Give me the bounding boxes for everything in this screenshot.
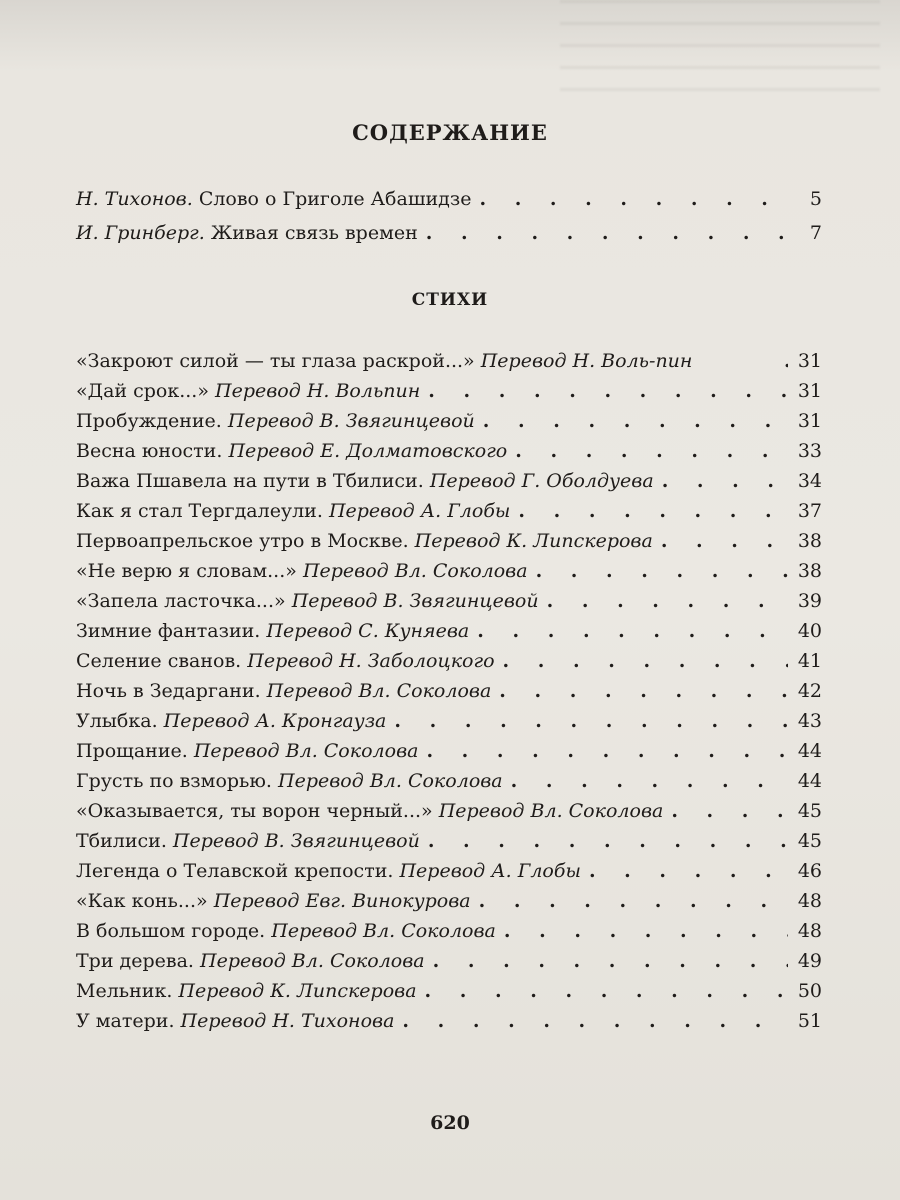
section-heading: СТИХИ [411,290,489,310]
page-number: 31 [797,410,822,432]
entry-title: Три дерева. [76,950,194,972]
page-number: 50 [797,980,822,1002]
leader-dots [428,376,788,406]
leader-dots [662,466,788,496]
entry-translator: Перевод Вл. Соколова [193,740,419,762]
entry-translator: Перевод К. Липскерова [178,980,417,1002]
entry-translator: Перевод Н. Заболоцкого [247,650,495,672]
page-number: 39 [797,590,822,612]
page-number: 43 [797,710,822,732]
entry-translator: Перевод Н. Вольпин [215,380,421,402]
show-through-text [560,0,880,110]
toc-entry [76,376,822,406]
toc-entry [76,946,822,976]
page-number: 31 [797,350,822,372]
leader-dots [536,556,788,586]
entry-title: «Дай срок...» [76,380,209,402]
leader-dots [479,886,788,916]
entry-title: Важа Пшавела на пути в Тбилиси. [76,470,424,492]
entry-translator: Перевод Н. Воль-пин [480,350,693,372]
entry-title: В большом городе. [76,920,266,942]
page-number: 7 [809,222,822,244]
entry-translator: Перевод Евг. Винокурова [213,890,471,912]
entry-title: «Не верю я словам...» [76,560,297,582]
entry-title: Ночь в Зедаргани. [76,680,261,702]
toc-entry [76,586,822,616]
entry-translator: Перевод А. Глобы [399,860,581,882]
entry-title: Селение сванов. [76,650,242,672]
toc-entry [76,916,822,946]
page-number: 31 [797,380,822,402]
toc-entry [76,736,822,766]
entry-translator: Перевод Вл. Соколова [302,560,528,582]
toc-entry [76,346,822,376]
page-number: 38 [797,560,822,582]
entry-translator: Перевод А. Глобы [328,500,511,522]
entry-translator: Перевод В. Звягинцевой [227,410,475,432]
entry-title: Тбилиси. [76,830,167,852]
toc-entry [76,796,822,826]
page-number: 33 [797,440,822,462]
entry-translator: Перевод А. Кронгауза [163,710,387,732]
leader-dots [503,646,788,676]
leader-dots [428,826,788,856]
page-number: 48 [797,890,822,912]
entry-translator: Перевод В. Звягинцевой [172,830,420,852]
page-number: 40 [797,620,822,642]
page-number: 48 [797,920,822,942]
entry-title: Как я стал Тергдалеули. [76,500,323,522]
leader-dots [425,976,788,1006]
toc-entry [76,886,822,916]
entry-title: Мельник. [76,980,173,1002]
toc-entry [76,706,822,736]
toc-entry [76,856,822,886]
entry-title: У матери. [76,1010,175,1032]
entry-translator: Перевод К. Липскерова [414,530,653,552]
leader-dots [479,182,788,216]
entry-translator: Перевод Е. Долматовского [228,440,508,462]
leader-dots [483,406,788,436]
leader-dots [402,1006,788,1036]
leader-dots [589,856,788,886]
leader-dots [477,616,788,646]
entry-title: Пробуждение. [76,410,222,432]
entry-title: Первоапрельское утро в Москве. [76,530,409,552]
leader-dots [515,436,788,466]
leader-dots [547,586,788,616]
page-number: 5 [809,188,822,210]
front-matter-list [76,182,822,250]
entry-author: Н. Тихонов. [76,188,193,210]
toc-entry [76,182,822,216]
entry-translator: Перевод Вл. Соколова [266,680,492,702]
page-number: 38 [797,530,822,552]
entry-translator: Перевод Г. Оболдуева [429,470,654,492]
leader-dots [504,916,788,946]
contents-heading: СОДЕРЖАНИЕ [352,120,548,145]
toc-entry [76,556,822,586]
toc-entry [76,216,822,250]
page-number: 37 [797,500,822,522]
entry-title: Зимние фантазии. [76,620,261,642]
page-number: 51 [797,1010,822,1032]
page-number: 44 [797,740,822,762]
page-number: 34 [797,470,822,492]
page-number: 41 [797,650,822,672]
entry-title: Грусть по взморью. [76,770,272,792]
leader-dots [433,946,788,976]
leader-dots [518,496,788,526]
leader-dots [426,216,788,250]
entry-translator: Перевод Вл. Соколова [438,800,664,822]
leader-dots [499,676,788,706]
toc-entry [76,406,822,436]
entry-translator: Перевод Вл. Соколова [271,920,496,942]
toc-entry [76,646,822,676]
leader-dots [394,706,788,736]
toc-entry [76,766,822,796]
toc-entry [76,436,822,466]
entry-title: «Как конь...» [76,890,208,912]
toc-entry [76,496,822,526]
leader-dots [426,736,788,766]
page-number: 45 [797,830,822,852]
poems-list [76,346,822,1036]
entry-translator: Перевод В. Звягинцевой [291,590,539,612]
entry-title: «Закроют силой — ты глаза раскрой...» [76,350,475,372]
toc-entry [76,826,822,856]
entry-title: «Запела ласточка...» [76,590,286,612]
toc-entry [76,616,822,646]
leader-dots [671,796,788,826]
page-number: 44 [797,770,822,792]
entry-title: Легенда о Телавской крепости. [76,860,394,882]
entry-translator: Перевод Вл. Соколова [278,770,503,792]
toc-entry [76,526,822,556]
entry-title: Прощание. [76,740,188,762]
page-number: 46 [797,860,822,882]
toc-entry [76,676,822,706]
page-number: 42 [797,680,822,702]
page-folio: 620 [430,1112,470,1134]
entry-translator: Перевод Вл. Соколова [200,950,425,972]
entry-author: И. Гринберг. [76,222,205,244]
page-number: 45 [797,800,822,822]
toc-entry [76,1006,822,1036]
entry-translator: Перевод Н. Тихонова [180,1010,395,1032]
entry-title: Весна юности. [76,440,223,462]
entry-title: Живая связь времен [210,222,418,244]
leader-dots [661,526,788,556]
entry-title: «Оказывается, ты ворон черный...» [76,800,433,822]
leader-dots [511,766,788,796]
leader-dots [784,346,788,376]
entry-title: Слово о Григоле Абашидзе [198,188,472,210]
entry-translator: Перевод С. Куняева [266,620,470,642]
toc-entry [76,976,822,1006]
toc-entry [76,466,822,496]
page-number: 49 [797,950,822,972]
entry-title: Улыбка. [76,710,158,732]
